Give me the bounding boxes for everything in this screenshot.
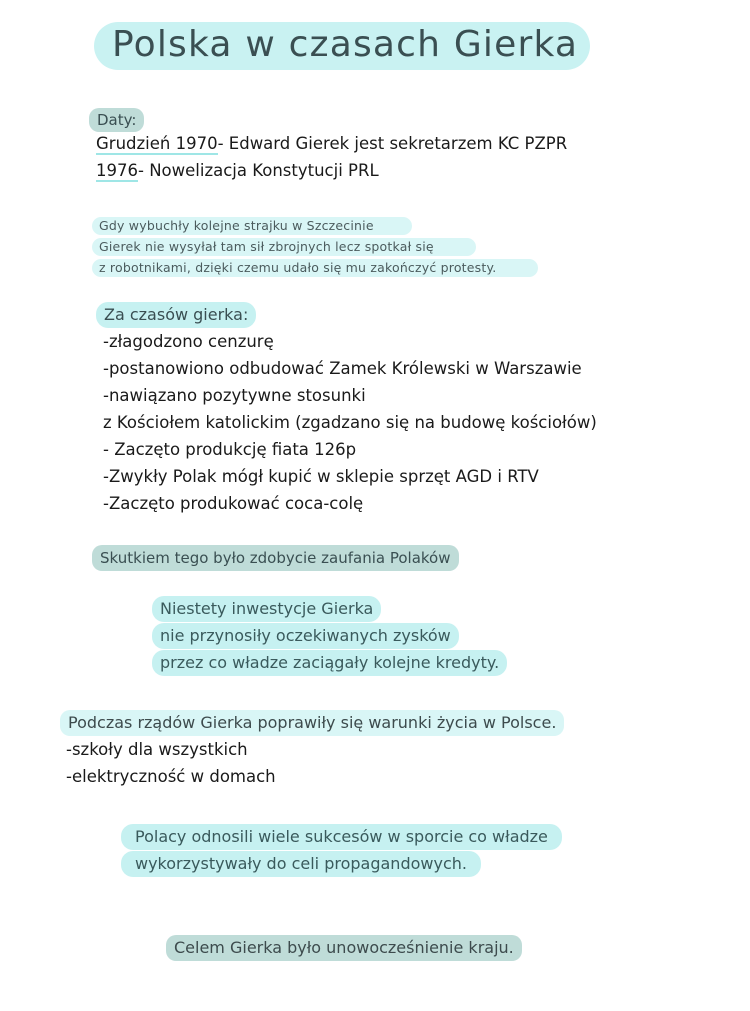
date-1976: 1976 (96, 161, 138, 180)
era-item: -Zaczęto produkować coca-colę (103, 494, 364, 513)
era-item: -złagodzono cenzurę (103, 332, 274, 351)
note-line-3: z robotnikami, dzięki czemu udało się mu zakończyć protesty. (99, 260, 497, 275)
era-item: z Kościołem katolickim (zgadzano się na budowę kościołów) (103, 413, 597, 432)
note-line-1: Gdy wybuchły kolejne strajku w Szczecinie (99, 218, 374, 233)
era-label: Za czasów gierka: (96, 302, 256, 328)
era-item: - Zaczęto produkcję fiata 126p (103, 440, 357, 459)
date-1970-text: - Edward Gierek jest sekretarzem KC PZPR (217, 134, 568, 153)
dates-label: Daty: (89, 108, 144, 132)
investments-line-1: Niestety inwestycje Gierka (152, 596, 381, 622)
note-line-2: Gierek nie wysyłał tam sił zbrojnych lecz spotkał się (99, 239, 434, 254)
date-line-1 (96, 131, 567, 157)
result-summary: Skutkiem tego było zdobycie zaufania Polaków (92, 545, 459, 571)
living-item: -elektryczność w domach (66, 767, 276, 786)
date-1976-text: - Nowelizacja Konstytucji PRL (138, 161, 379, 180)
investments-line-2: nie przynosiły oczekiwanych zysków (152, 623, 459, 649)
sport-line-1: Polacy odnosili wiele sukcesów w sporcie co władze (121, 824, 562, 850)
date-line-2 (96, 158, 379, 184)
living-item: -szkoły dla wszystkich (66, 740, 248, 759)
goal-summary: Celem Gierka było unowocześnienie kraju. (166, 935, 522, 961)
era-item: -Zwykły Polak mógł kupić w sklepie sprzęt AGD i RTV (103, 467, 539, 486)
era-item: -postanowiono odbudować Zamek Królewski w Warszawie (103, 359, 582, 378)
living-heading: Podczas rządów Gierka poprawiły się warunki życia w Polsce. (60, 710, 564, 736)
sport-line-2: wykorzystywały do celi propagandowych. (121, 851, 481, 877)
era-item: -nawiązano pozytywne stosunki (103, 386, 366, 405)
date-1970: Grudzień 1970 (96, 134, 218, 153)
investments-line-3: przez co władze zaciągały kolejne kredyty. (152, 650, 507, 676)
page-title: Polska w czasach Gierka (94, 22, 590, 70)
